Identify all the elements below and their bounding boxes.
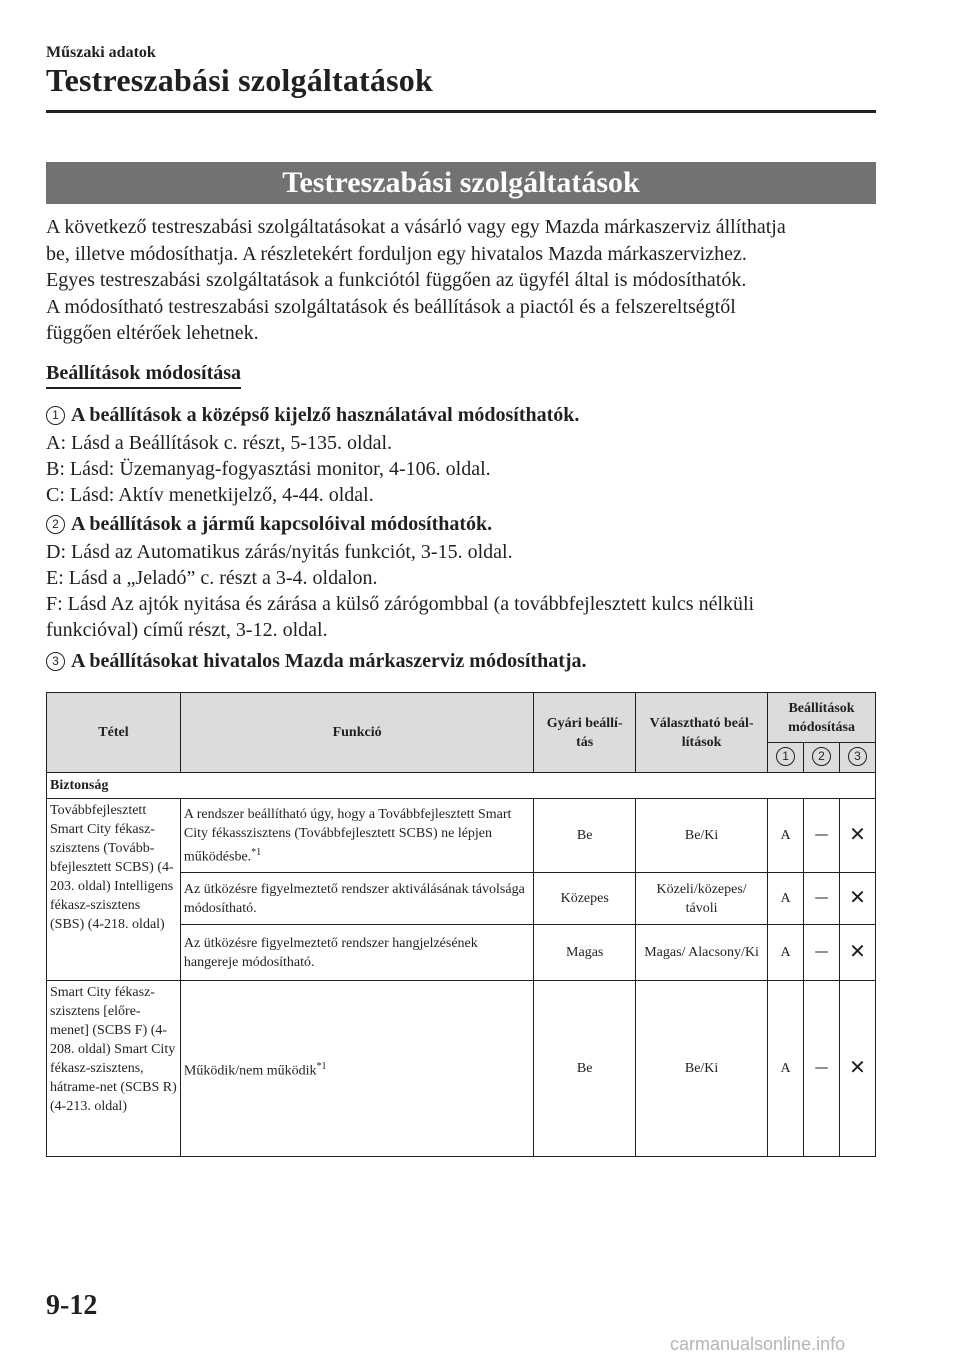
factory-cell: Magas — [534, 925, 636, 981]
header-method-1 — [768, 743, 804, 773]
method-3-text: A beállításokat hivatalos Mazda márkaszerviz módosíthatja. — [71, 650, 587, 672]
item-cell: Smart City fékasz-szisztens [előre-menet] (SCBS F) (4-208. oldal) Smart City fékasz-szisztens, hátrame-net (SCBS R) (4-213. oldal) — [47, 981, 181, 1157]
subheading: Beállítások módosítása — [46, 362, 241, 389]
method-2-cell: — — [804, 981, 840, 1157]
close-x-icon: ✕ — [849, 938, 866, 963]
close-x-icon: ✕ — [849, 821, 866, 846]
method-1-cell: A — [768, 799, 804, 873]
circled-number-3: 3 — [848, 747, 867, 766]
method-2-line: D: Lásd az Automatikus zárás/nyitás funkciót, 3-15. oldal. — [46, 541, 513, 563]
intro-line: A módosítható testreszabási szolgáltatások és beállítások a piactól és a felszereltségtől — [46, 295, 736, 318]
section-row: Biztonság — [47, 773, 876, 799]
close-x-icon: ✕ — [849, 1054, 866, 1079]
header-method-2 — [804, 743, 840, 773]
factory-cell: Közepes — [534, 873, 636, 925]
method-3-cell — [839, 925, 875, 981]
intro-line: függően eltérőek lehetnek. — [46, 322, 259, 344]
method-2-cell: — — [804, 925, 840, 981]
intro-paragraph — [46, 214, 886, 347]
method-2-cell: — — [804, 873, 840, 925]
function-cell: Az ütközésre figyelmeztető rendszer hangjelzésének hangereje módosítható. — [180, 925, 533, 981]
function-cell: A rendszer beállítható úgy, hogy a Továbbfejlesztett Smart City fékasszisztens (Továbbfejlesztett SCBS) ne lépjen működésbe.$^{*1}$ — [180, 799, 533, 873]
header-method-3 — [839, 743, 875, 773]
method-2-title — [46, 513, 492, 536]
circled-number-1: 1 — [46, 406, 65, 425]
header-divider — [46, 110, 876, 113]
method-1-line: C: Lásd: Aktív menetkijelző, 4-44. oldal. — [46, 484, 374, 506]
intro-line: Egyes testreszabási szolgáltatások a funkciótól függően az ügyfél által is módosíthatók. — [46, 269, 747, 291]
method-1-cell: A — [768, 981, 804, 1157]
intro-line: be, illetve módosíthatja. A részletekért forduljon egy hivatalos Mazda márkaszervizhez. — [46, 242, 747, 265]
header-factory: Gyári beállí- tás — [534, 693, 636, 773]
method-2-line: E: Lásd a „Jeladó” c. részt a 3-4. oldalon. — [46, 567, 378, 589]
method-1-cell: A — [768, 925, 804, 981]
method-1-text: A beállítások a középső kijelző használatával módosíthatók. — [71, 404, 580, 426]
circled-number-1: 1 — [776, 747, 795, 766]
method-1-title — [46, 404, 579, 427]
page-number: 9-12 — [46, 1290, 98, 1321]
method-3-title — [46, 650, 587, 673]
header-selectable: Választható beál- lítások — [636, 693, 768, 773]
method-3-cell — [839, 873, 875, 925]
close-x-icon: ✕ — [849, 884, 866, 909]
factory-cell: Be — [534, 799, 636, 873]
circled-number-3: 3 — [46, 652, 65, 671]
selectable-cell: Közeli/közepes/ távoli — [636, 873, 768, 925]
method-1-line: B: Lásd: Üzemanyag-fogyasztási monitor, 4-106. oldal. — [46, 458, 491, 480]
circled-number-2: 2 — [46, 515, 65, 534]
method-1-cell: A — [768, 873, 804, 925]
table-row — [47, 799, 876, 873]
method-2-cell: — — [804, 799, 840, 873]
section-label: Műszaki adatok — [46, 44, 156, 61]
header-item: Tétel — [47, 693, 181, 773]
method-3-cell — [839, 981, 875, 1157]
selectable-cell: Be/Ki — [636, 981, 768, 1157]
function-cell: Az ütközésre figyelmeztető rendszer aktiválásának távolsága módosítható. — [180, 873, 533, 925]
item-cell: Továbbfejlesztett Smart City fékasz-szisztens (Tovább-bfejlesztett SCBS) (4-203. oldal) Intelligens fékasz-szisztens (SBS) (4-218. oldal) — [47, 799, 181, 981]
customization-table — [46, 692, 876, 1157]
method-2-line: funkcióval) című részt, 3-12. oldal. — [46, 619, 328, 641]
method-3-cell — [839, 799, 875, 873]
function-cell: Működik/nem működik$^{*1}$ — [180, 981, 533, 1157]
method-1-line: A: Lásd a Beállítások c. részt, 5-135. oldal. — [46, 432, 393, 454]
section-banner: Testreszabási szolgáltatások — [46, 162, 876, 204]
factory-cell: Be — [534, 981, 636, 1157]
header-function: Funkció — [180, 693, 533, 773]
table-row — [47, 981, 876, 1157]
intro-line: A következő testreszabási szolgáltatásokat a vásárló vagy egy Mazda márkaszerviz állíthatja — [46, 216, 786, 238]
header-modify: Beállítások módosítása — [768, 693, 876, 743]
method-2-text: A beállítások a jármű kapcsolóival módosíthatók. — [71, 513, 493, 535]
selectable-cell: Be/Ki — [636, 799, 768, 873]
watermark: carmanualsonline.info — [670, 1334, 846, 1354]
selectable-cell: Magas/ Alacsony/Ki — [636, 925, 768, 981]
page-title: Testreszabási szolgáltatások — [46, 62, 433, 98]
circled-number-2: 2 — [812, 747, 831, 766]
method-2-line: F: Lásd Az ajtók nyitása és zárása a külső zárógombbal (a továbbfejlesztett kulcs nélküli — [46, 593, 755, 615]
